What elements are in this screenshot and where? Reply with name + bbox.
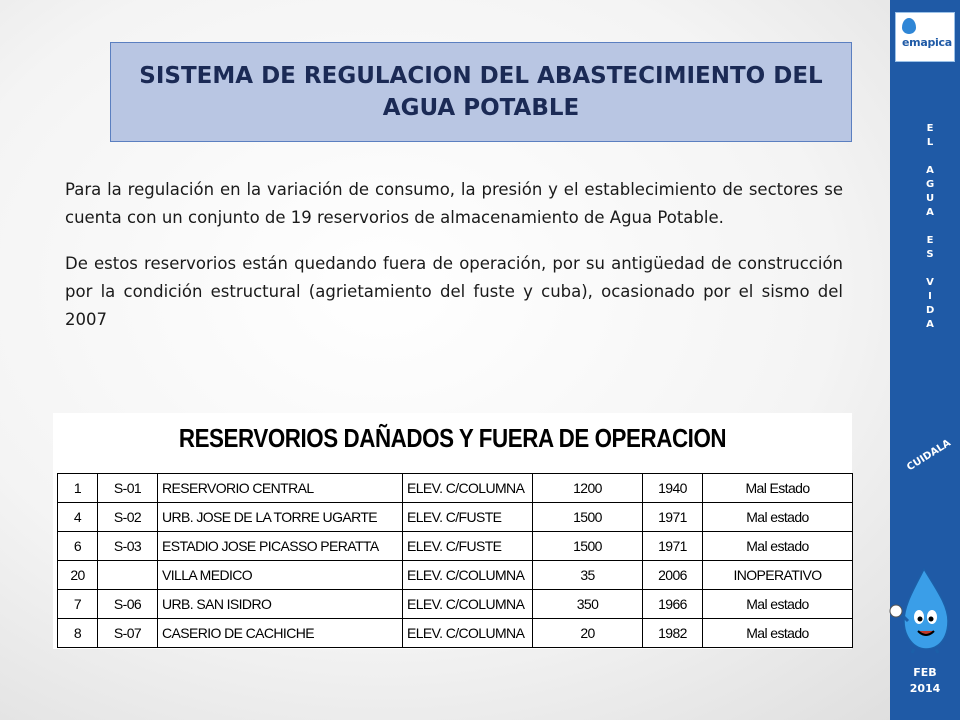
table-row [58,503,853,532]
table-cell: 20 [533,619,643,648]
table-row [58,561,853,590]
table-title: RESERVORIOS DAÑADOS Y FUERA DE OPERACION [178,423,727,453]
paragraph-2: De estos reservorios están quedando fuera de operación, por su antigüedad de construcción por la condición estructural (agrietamiento del fuste y cuba), ocasionado por el sismo del 2007 [65,254,843,329]
table-cell: VILLA MEDICO [158,561,403,590]
table-cell: 7 [58,590,98,619]
table-cell: ELEV. C/COLUMNA [403,619,533,648]
slogan-word: EL [926,123,934,148]
table-cell: ELEV. C/COLUMNA [403,561,533,590]
table-cell: 35 [533,561,643,590]
table-cell: S-02 [98,503,158,532]
table-cell: Mal estado [703,503,853,532]
table-cell: 20 [58,561,98,590]
slogan-word: ES [926,235,934,260]
table-cell: URB. SAN ISIDRO [158,590,403,619]
table-cell: 8 [58,619,98,648]
table-cell: 1971 [643,532,703,561]
table-cell: S-03 [98,532,158,561]
table-cell: Mal estado [703,619,853,648]
table-cell: 1940 [643,474,703,503]
table-row [58,532,853,561]
date-badge [895,665,955,697]
table-cell: 1971 [643,503,703,532]
vertical-slogan [916,122,944,332]
table-cell: 1982 [643,619,703,648]
table-cell: URB. JOSE DE LA TORRE UGARTE [158,503,403,532]
table-cell: S-07 [98,619,158,648]
table-cell: INOPERATIVO [703,561,853,590]
logo-text: emapica [902,36,952,49]
table-cell: 1500 [533,503,643,532]
paragraph-1: Para la regulación en la variación de consumo, la presión y el establecimiento de sectores se cuenta con un conjunto de 19 reservorios de almacenamiento de Agua Potable. [65,180,843,227]
table-cell: CASERIO DE CACHICHE [158,619,403,648]
table-cell: ELEV. C/COLUMNA [403,474,533,503]
table-row [58,474,853,503]
table-cell: ELEV. C/COLUMNA [403,590,533,619]
body-text [65,176,843,352]
table-row [58,619,853,648]
table-cell: ESTADIO JOSE PICASSO PERATTA [158,532,403,561]
reservoir-table-image [53,413,852,649]
cuidala-label: CUIDALA [905,437,953,474]
table-cell: 1 [58,474,98,503]
table-cell: 4 [58,503,98,532]
emapica-logo [895,12,955,62]
table-cell: 350 [533,590,643,619]
table-cell: S-01 [98,474,158,503]
table-row [58,590,853,619]
table-cell [98,561,158,590]
date-year: 2014 [909,682,941,695]
table-cell: 1500 [533,532,643,561]
table-cell: 1200 [533,474,643,503]
slogan-word: AGUA [926,165,935,218]
slide-title: SISTEMA DE REGULACION DEL ABASTECIMIENTO DEL AGUA POTABLE [139,63,823,121]
table-cell: ELEV. C/FUSTE [403,503,533,532]
water-drop-icon [902,18,916,34]
table-cell: Mal Estado [703,474,853,503]
water-drop-mascot-icon [884,565,960,655]
title-box [110,42,852,142]
table-cell: S-06 [98,590,158,619]
table-cell: Mal estado [703,532,853,561]
date-month: FEB [913,666,937,679]
table-cell: Mal estado [703,590,853,619]
table-cell: 6 [58,532,98,561]
slogan-word: VIDA [926,277,935,330]
table-cell: 2006 [643,561,703,590]
table-cell: ELEV. C/FUSTE [403,532,533,561]
reservoir-table [57,473,853,648]
table-cell: RESERVORIO CENTRAL [158,474,403,503]
table-cell: 1966 [643,590,703,619]
